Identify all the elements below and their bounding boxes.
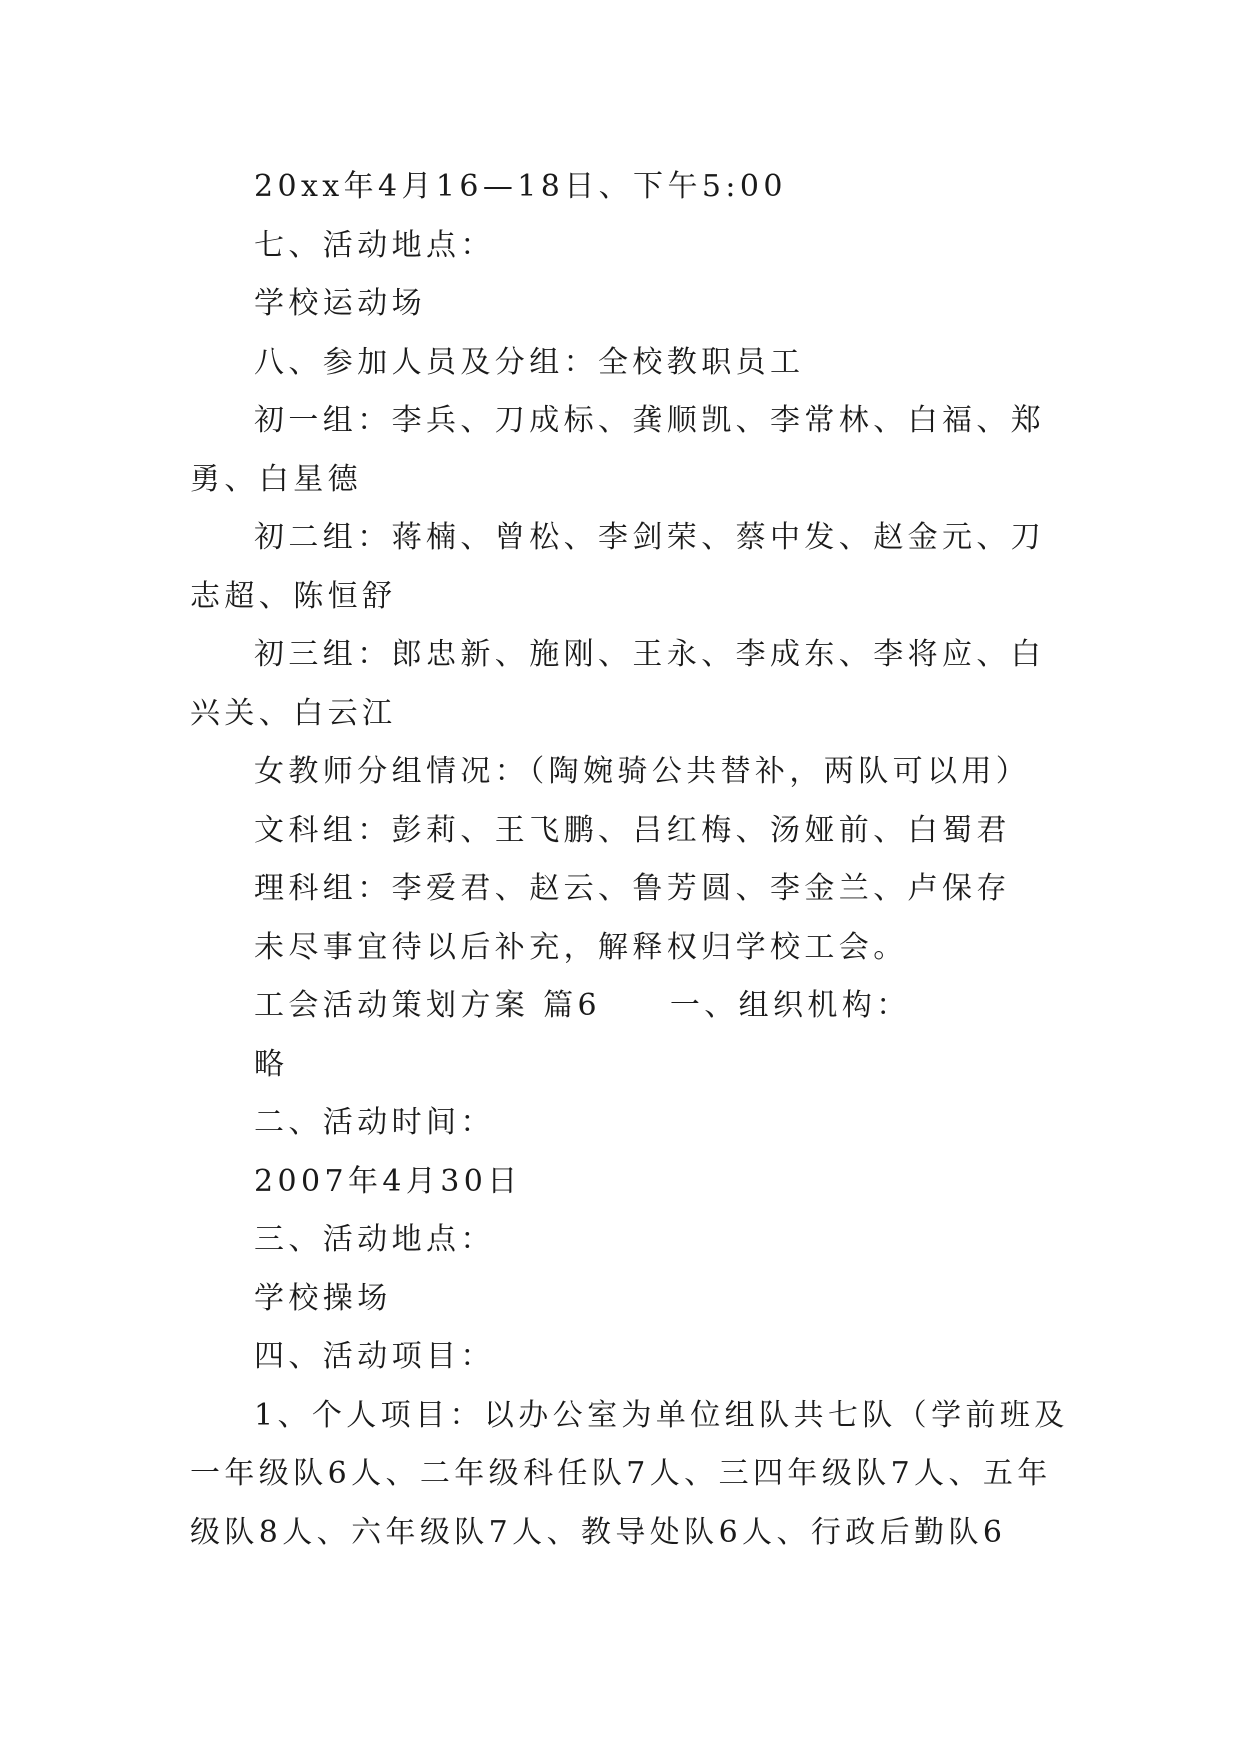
- paragraph-plan6-title: 工会活动策划方案 篇6 一、组织机构：: [254, 988, 911, 1023]
- paragraph-group-grade3: 初三组：郎忠新、施刚、王永、李成东、李将应、白兴关、白云江: [190, 637, 1046, 731]
- paragraph-heading-venue: 七、活动地点：: [254, 227, 495, 263]
- document-body: [190, 158, 1070, 1562]
- paragraph-heading-participants: 八、参加人员及分组：全校教职员工: [254, 344, 805, 380]
- paragraph-event-time: 20xx年4月16—18日、下午5:00: [254, 169, 787, 204]
- paragraph-group-arts: 文科组：彭莉、王飞鹏、吕红梅、汤娅前、白蜀君: [254, 812, 1011, 848]
- paragraph-date: 2007年4月30日: [254, 1163, 522, 1199]
- paragraph-venue: 学校运动场: [254, 286, 426, 321]
- paragraph-location: 学校操场: [254, 1280, 392, 1316]
- paragraph-heading-location: 三、活动地点：: [254, 1222, 495, 1257]
- paragraph-heading-items: 四、活动项目：: [254, 1339, 495, 1374]
- paragraph-group-grade1: 初一组：李兵、刀成标、龚顺凯、李常林、白福、郑勇、白星德: [190, 403, 1046, 497]
- paragraph-closing-note: 未尽事宜待以后补充，解释权归学校工会。: [254, 929, 908, 965]
- paragraph-heading-time: 二、活动时间：: [254, 1105, 495, 1140]
- paragraph-group-grade2: 初二组：蒋楠、曾松、李剑荣、蔡中发、赵金元、刀志超、陈恒舒: [190, 520, 1046, 614]
- paragraph-omitted: 略: [254, 1046, 289, 1082]
- paragraph-individual-items: 1、个人项目：以办公室为单位组队共七队（学前班及一年级队6人、二年级科任队7人、三四年级队7人、五年级队8人、六年级队7人、教导处队6人、行政后勤队6: [190, 1397, 1069, 1550]
- paragraph-group-science: 理科组：李爱君、赵云、鲁芳圆、李金兰、卢保存: [254, 871, 1011, 906]
- paragraph-female-teachers: 女教师分组情况：（陶婉骑公共替补，两队可以用）: [254, 754, 1031, 789]
